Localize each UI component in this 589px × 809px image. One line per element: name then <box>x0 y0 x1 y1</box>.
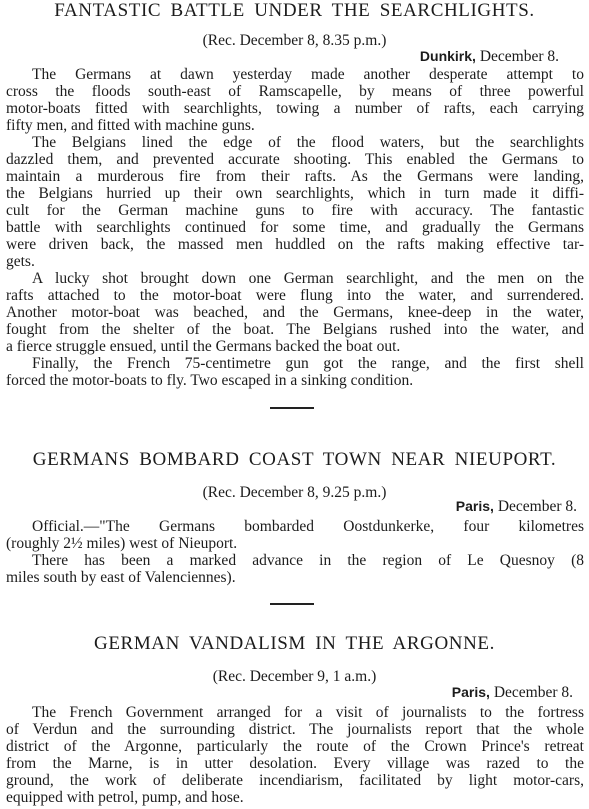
article-1-line: were driven back, the massed men huddled on the rafts making effective tar- <box>6 236 584 253</box>
article-1-line: gets. <box>6 253 35 270</box>
article-3-place: Paris, <box>451 684 490 700</box>
article-2-line: (roughly 2½ miles) west of Nieuport. <box>6 535 238 552</box>
article-1-line: forced the motor-boats to fly. Two escaped in a sinking condition. <box>6 372 414 389</box>
section-divider <box>270 407 314 409</box>
article-3-line: equipped with petrol, pump, and hose. <box>6 789 244 806</box>
article-1-place: Dunkirk, <box>419 48 476 64</box>
article-1-date: December 8. <box>479 48 559 65</box>
article-3-line: The French Government arranged for a visit of journalists to the fortress <box>32 704 584 721</box>
section-divider <box>270 603 314 605</box>
article-1-line: rafts attached to the motor-boat were flung into the water, and surrendered. <box>6 287 584 304</box>
article-1-received-time: (Rec. December 8, 8.35 p.m.) <box>202 32 387 49</box>
article-3-date: December 8. <box>493 684 573 701</box>
article-3-dateline <box>452 684 573 702</box>
article-1-line: cult for the German machine guns to fire with accuracy. The fantastic <box>6 202 584 219</box>
article-3-line: ground, the work of deliberate incendiarism, facilitated by light motor-cars, <box>6 772 584 789</box>
article-2-received-time: (Rec. December 8, 9.25 p.m.) <box>202 484 387 501</box>
article-1-line: fought from the shelter of the boat. The Belgians rushed into the water, and <box>6 321 584 338</box>
article-2-dateline <box>456 498 577 516</box>
article-1-dateline <box>420 48 559 66</box>
article-1-line: a fierce struggle ensued, until the Germans backed the boat out. <box>6 338 401 355</box>
article-1-line: The Belgians lined the edge of the flood waters, but the searchlights <box>32 134 584 151</box>
article-1-line: cross the floods south-east of Ramscapelle, by means of three powerful <box>6 83 584 100</box>
article-1-line: battle with searchlights continued for some time, and gradually the Germans <box>6 219 584 236</box>
article-1-line: the Belgians hurried up their own searchlights, which in turn made it diffi- <box>6 185 584 202</box>
article-2-line: miles south by east of Valenciennes). <box>6 569 236 586</box>
article-2-line: There has been a marked advance in the region of Le Quesnoy (8 <box>32 552 584 569</box>
article-2-place: Paris, <box>455 498 494 514</box>
article-3-line: of Verdun and the surrounding district. The journalists report that the whole <box>6 721 584 738</box>
article-1-line: fifty men, and fitted with machine guns. <box>6 117 255 134</box>
article-1-line: Another motor-boat was beached, and the Germans, knee-deep in the water, <box>6 304 584 321</box>
article-3-line: district of the Argonne, particularly the route of the Crown Prince's retreat <box>6 738 584 755</box>
article-3-headline: GERMAN VANDALISM IN THE ARGONNE. <box>94 633 495 654</box>
article-1-line: The Germans at dawn yesterday made another desperate attempt to <box>32 66 584 83</box>
article-2-date: December 8. <box>497 498 577 515</box>
article-1-line: Finally, the French 75-centimetre gun got the range, and the first shell <box>32 355 584 372</box>
article-2-headline: GERMANS BOMBARD COAST TOWN NEAR NIEUPORT. <box>32 449 557 470</box>
article-1-line: maintain a murderous fire from their rafts. As the Germans were landing, <box>6 168 584 185</box>
article-2-line: Official.—"The Germans bombarded Oostdunkerke, four kilometres <box>32 518 584 535</box>
article-1-line: motor-boats fitted with searchlights, towing a number of rafts, each carrying <box>6 100 584 117</box>
article-1-headline: FANTASTIC BATTLE UNDER THE SEARCHLIGHTS. <box>54 0 535 21</box>
article-3-line: from the Marne, is in utter desolation. Every village was razed to the <box>6 755 584 772</box>
article-1-line: dazzled them, and prevented accurate shooting. This enabled the Germans to <box>6 151 584 168</box>
article-1-line: A lucky shot brought down one German searchlight, and the men on the <box>32 270 584 287</box>
article-3-received-time: (Rec. December 9, 1 a.m.) <box>212 668 377 685</box>
